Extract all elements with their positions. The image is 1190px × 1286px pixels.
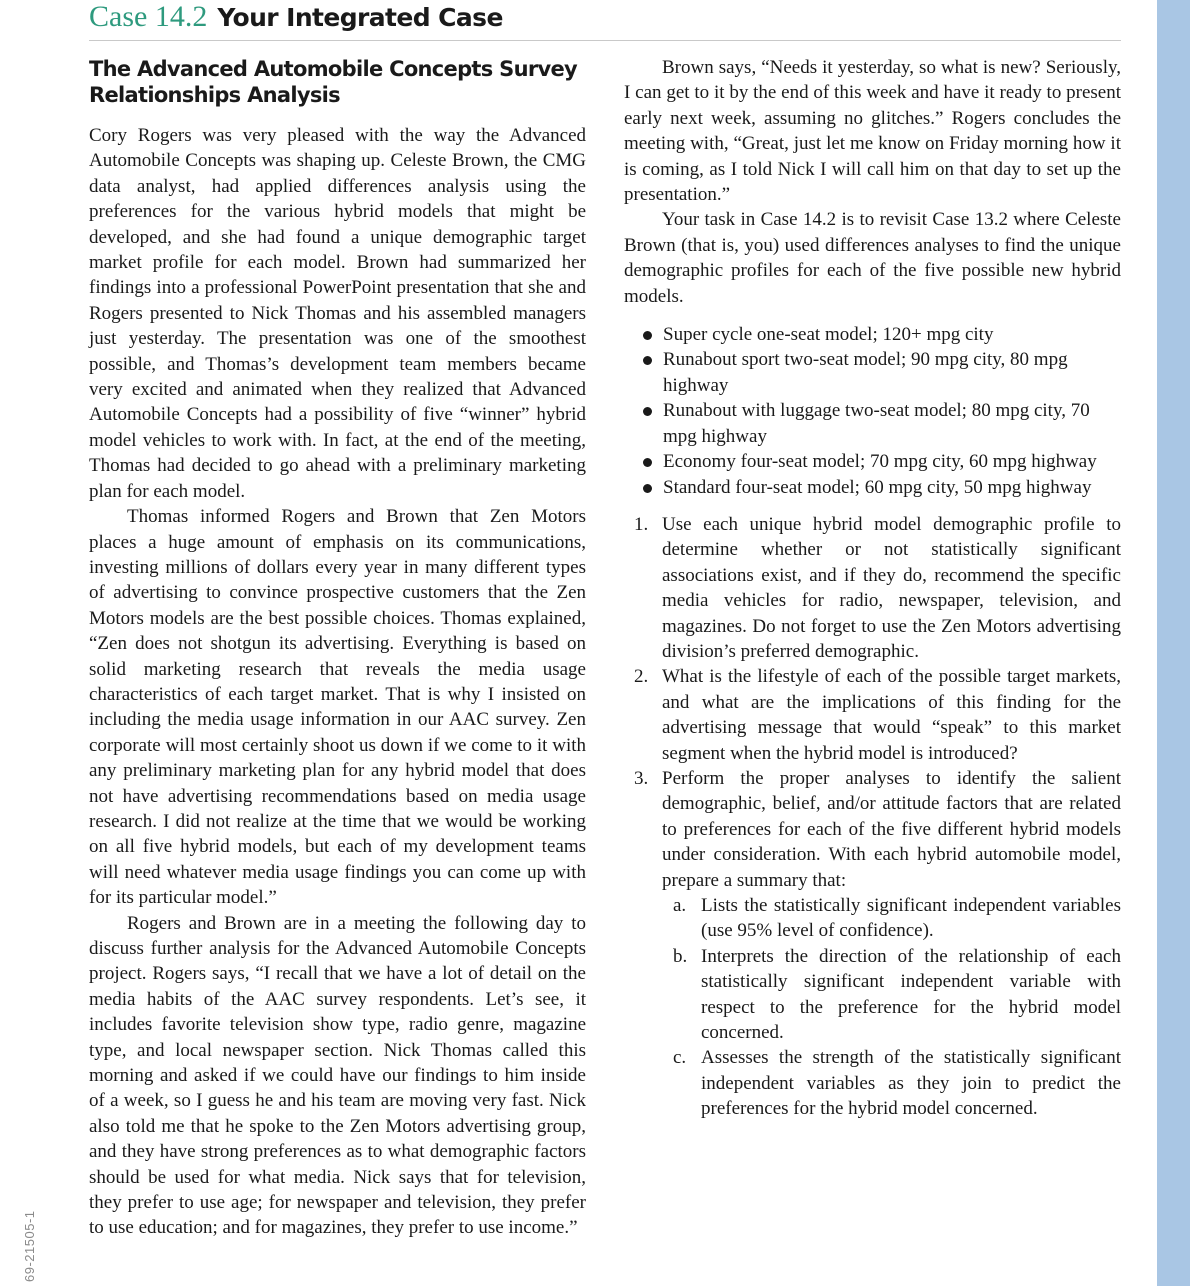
case-number: Case 14.2 [89,0,208,33]
question-number: 3. [634,767,649,789]
bullet-icon [643,331,652,340]
paragraph: Your task in Case 14.2 is to revisit Case 13.2 where Celeste Brown (that is, you) used differences analyses to find the unique demographic profiles for each of the five possible new hybrid models. [624,209,1121,307]
model-text: Runabout with luggage two-seat model; 80 mpg city, 70 mpg highway [663,400,1090,447]
sub-item [662,1045,1121,1121]
bullet-icon [643,407,652,416]
side-code-text: 69-21505-1 [22,1210,37,1282]
list-item [624,322,1121,347]
question-text: Use each unique hybrid model demographic profile to determine whether or not statistically significant associations exist, and if they do, recommend the specific media vehicles for radio, newspaper, television, and magazines. Do not forget to use the Zen Motors advertising division’s preferred demographic. [662,513,1121,662]
paragraph: Cory Rogers was very pleased with the way the Advanced Automobile Concepts was shaping up. Celeste Brown, the CMG data analyst, had applied differences analysis using the preferences for the various hybrid models that might be developed, and she had found a unique demographic target market profile for each model. Brown had summarized her findings into a professional PowerPoint presentation that she and Rogers presented to Nick Thomas and his assembled managers just yesterday. The presentation was one of the smoothest possible, and Thomas’s development team members became very excited and animated when they realized that Advanced Automobile Concepts had a possibility of five “winner” hybrid model vehicles to work with. In fact, at the end of the meeting, Thomas had decided to go ahead with a preliminary marketing plan for each model. [89,125,586,502]
sub-item [662,944,1121,1046]
paragraph: Thomas informed Rogers and Brown that Zen Motors places a huge amount of emphasis on its communications, investing millions of dollars every year in many different types of advertising to convince prospective customers that the Zen Motors models are the best possible choices. Thomas explained, “Zen does not shotgun its advertising. Everything is based on solid marketing research that reveals the media usage characteristics of each target market. That is why I insisted on including the media usage information in our AAC survey. Zen corporate will most certainly shoot us down if we come to it with any preliminary marketing plan for any hybrid model that does not have advertising recommendations based on media usage research. I did not realize at the time that we would be working on all five hybrid models, but each of my development teams will need whatever media usage findings you can come up with for its particular model.” [89,506,586,909]
sub-item-list [662,893,1121,1122]
question-text: Perform the proper analyses to identify the salient demographic, belief, and/or attitude factors that are related to preferences for each of the five different hybrid models under consideration. With each hybrid automobile model, prepare a summary that: [662,767,1121,891]
list-item [624,347,1121,398]
list-item [624,398,1121,449]
question-number: 2. [634,666,649,688]
hybrid-model-list [624,322,1121,500]
question-item [624,664,1121,766]
sub-item-letter: b. [673,945,688,967]
list-item [624,449,1121,474]
right-column [624,55,1121,1122]
left-column [89,56,586,1241]
sub-item-text: Assesses the strength of the statistically significant independent variables as they join to predict the preferences for the hybrid model concerned. [701,1047,1121,1120]
sub-item-text: Lists the statistically significant independent variables (use 95% level of confidence). [701,895,1121,942]
sub-item [662,893,1121,944]
section-title: The Advanced Automobile Concepts Survey Relationships Analysis [89,57,578,107]
question-item [624,512,1121,664]
paragraph: Rogers and Brown are in a meeting the following day to discuss further analysis for the Advanced Automobile Concepts project. Rogers says, “I recall that we have a lot of detail on the media habits of the AAC survey respondents. Let’s see, it includes favorite television show type, radio genre, magazine type, and local newspaper section. Nick Thomas called this morning and asked if we could have our findings to him inside of a week, so I guess he and his team are moving very fast. Nick also told me that he spoke to the Zen Motors advertising group, and they have strong preferences as to what demographic factors should be used for what media. Nick says that for television, they prefer to use age; for newspaper and television, they prefer to use education; and for magazines, they prefer to use income.” [89,912,586,1239]
sub-item-letter: a. [673,895,687,916]
model-text: Super cycle one-seat model; 120+ mpg city [663,324,994,346]
sub-item-letter: c. [673,1047,687,1069]
bullet-icon [643,458,652,467]
list-item [624,475,1121,500]
question-item [624,766,1121,1122]
sub-item-text: Interprets the direction of the relationship of each statistically significant independent variable with respect to the preference for the hybrid model concerned. [701,945,1121,1044]
question-text: What is the lifestyle of each of the possible target markets, and what are the implications of this finding for the advertising message that would “speak” to this market segment when the hybrid model is introduced? [662,666,1121,764]
bullet-icon [643,356,652,365]
question-list [624,512,1121,1122]
case-title: Your Integrated Case [217,3,503,32]
case-header [89,0,1121,41]
model-text: Economy four-seat model; 70 mpg city, 60 mpg highway [663,451,1097,473]
paragraph: Brown says, “Needs it yesterday, so what is new? Seriously, I can get to it by the end of this week and have it ready to present early next week, assuming no glitches.” Rogers concludes the meeting with, “Great, just let me know on Friday morning how it is coming, as I told Nick I will call him on that day to set up the presentation.” [624,57,1121,206]
model-text: Runabout sport two-seat model; 90 mpg city, 80 mpg highway [663,349,1068,396]
question-number: 1. [634,513,649,535]
model-text: Standard four-seat model; 60 mpg city, 50 mpg highway [663,476,1092,498]
page-edge-color-strip [1157,0,1190,1286]
bullet-icon [643,484,652,493]
